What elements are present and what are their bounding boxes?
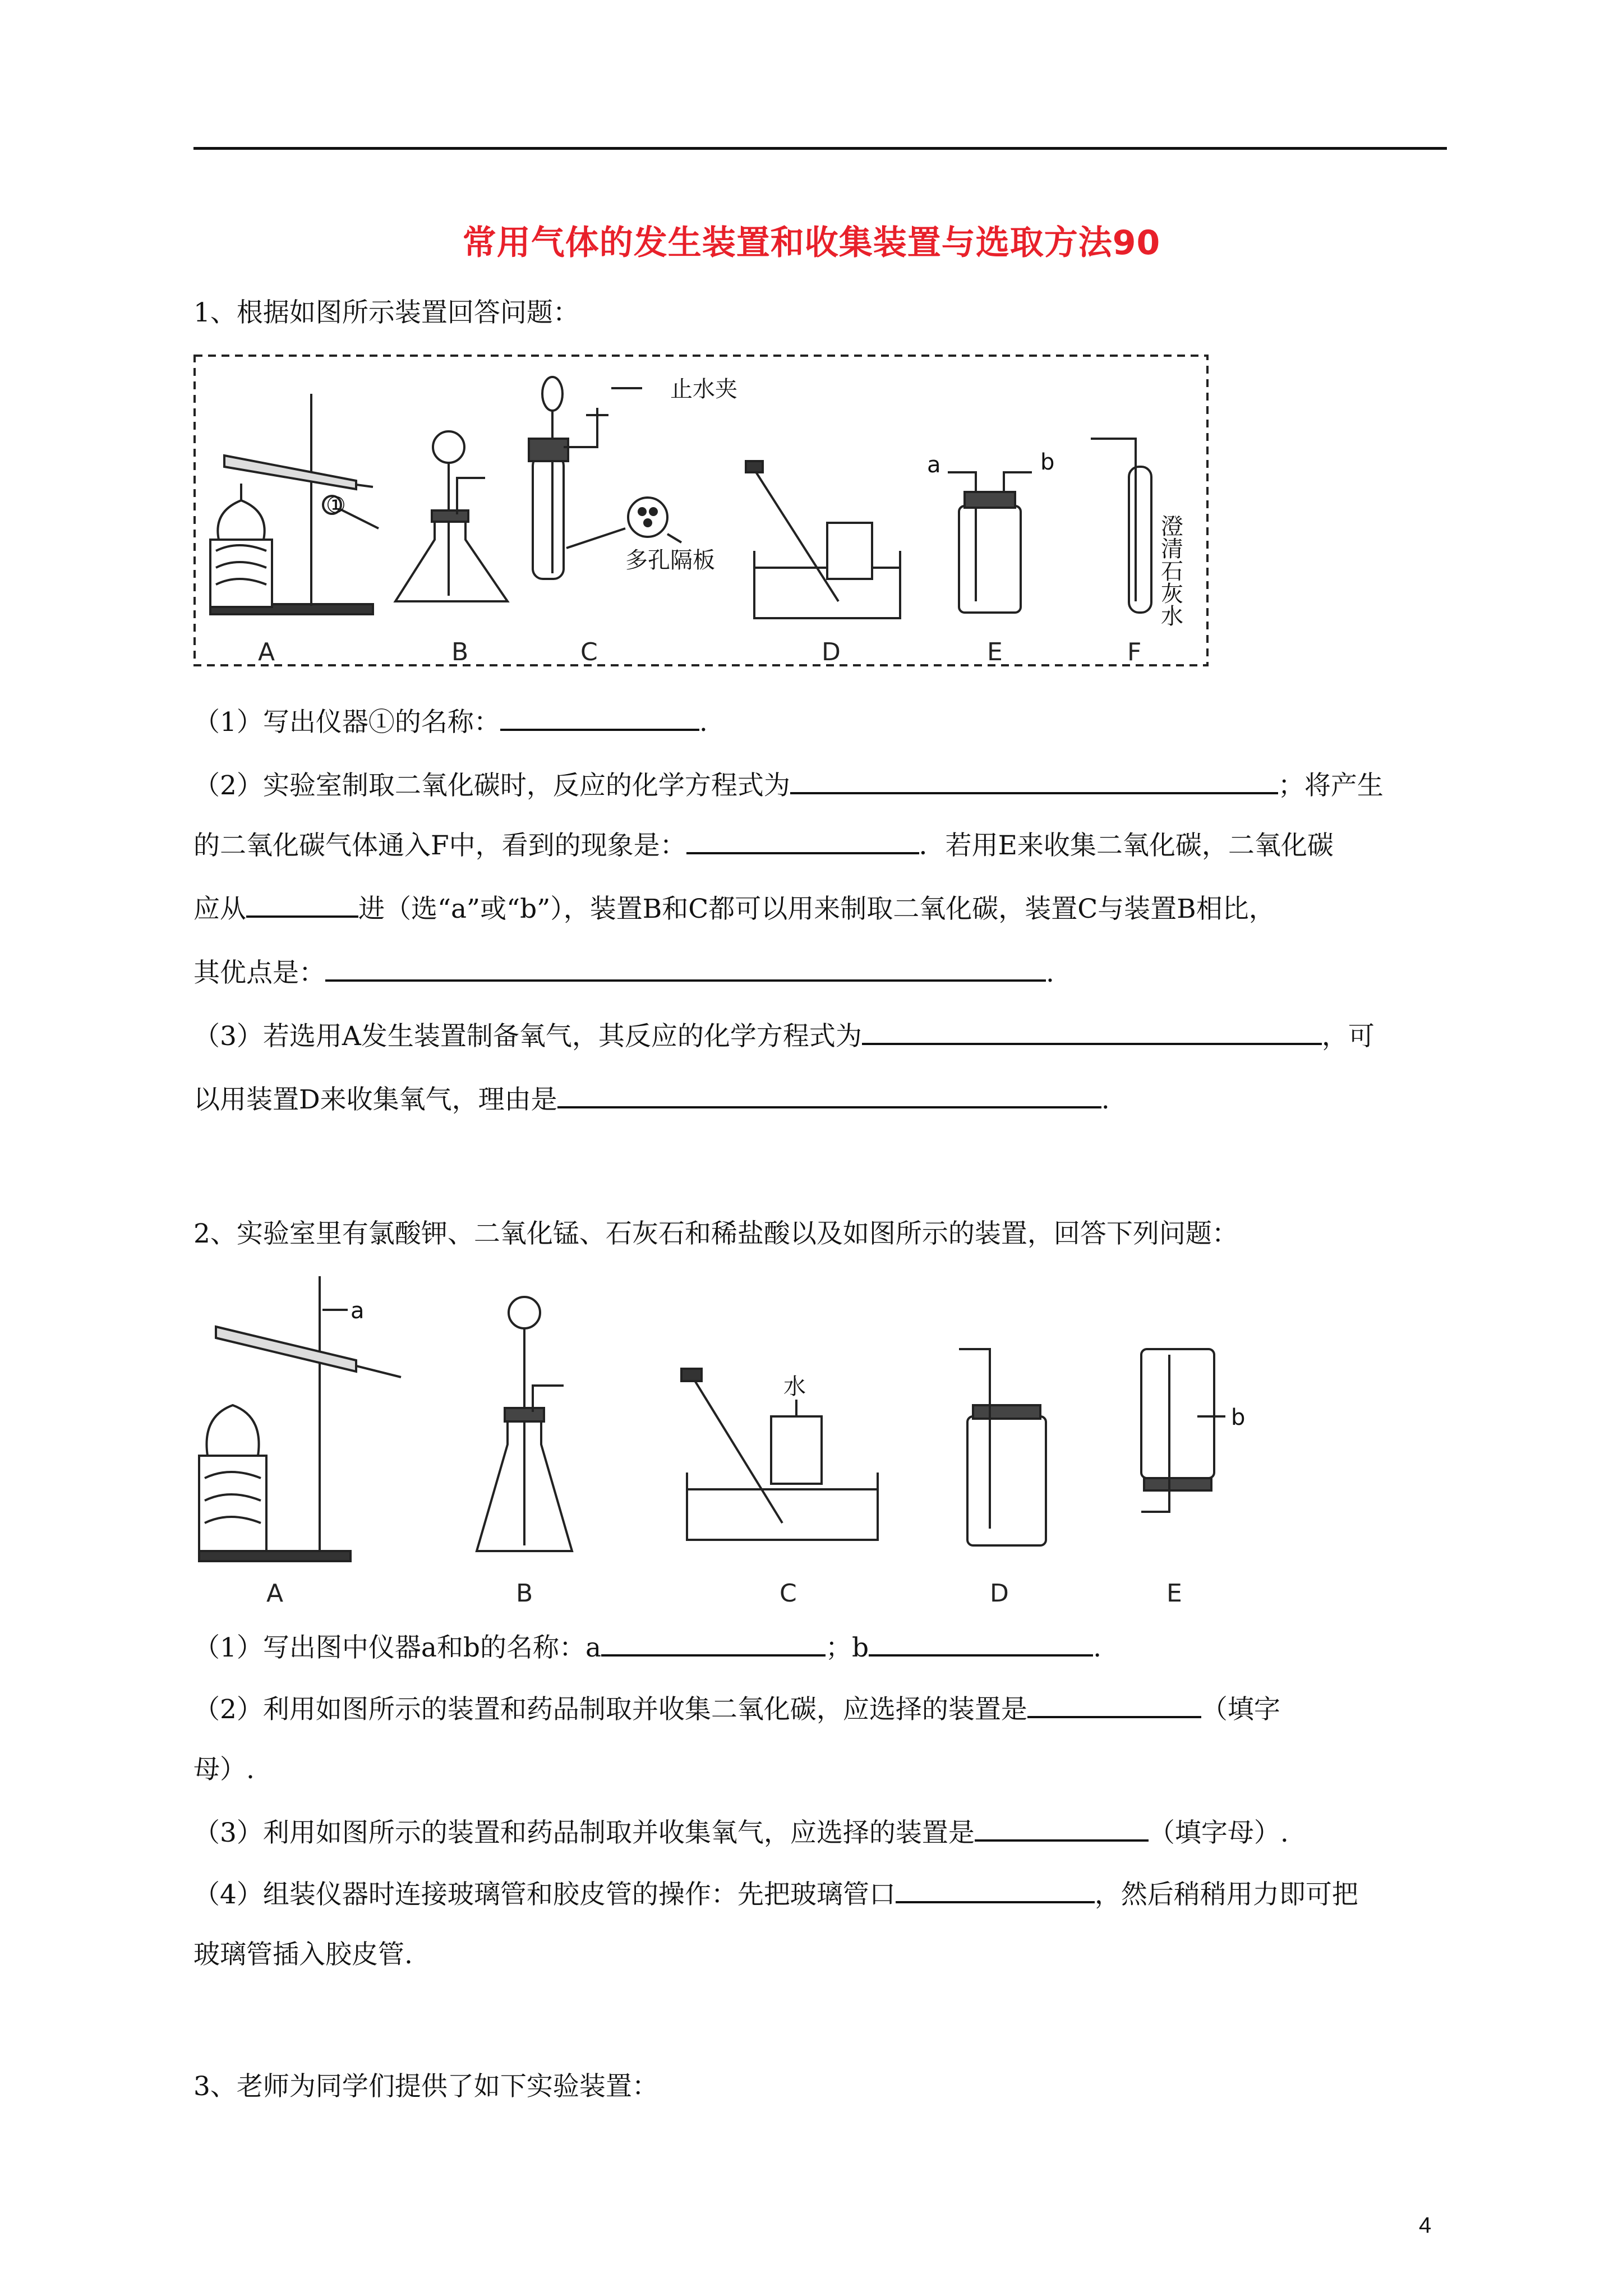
q1-label-e: E	[987, 638, 1003, 666]
page-number: 4	[1419, 2213, 1432, 2238]
q1-apparatus-b	[323, 431, 508, 601]
q1-apparatus-a	[210, 394, 373, 614]
q2-blank-3[interactable]	[1027, 1691, 1201, 1718]
q2-blank-4[interactable]	[975, 1815, 1149, 1842]
q2-sub4-line1: （4）组装仪器时连接玻璃管和胶皮管的操作：先把玻璃管口 ，然后稍稍用力即可把	[193, 1876, 1358, 1912]
q2-a-label: a	[351, 1298, 365, 1324]
header-rule	[193, 147, 1447, 150]
q1-apparatus-f	[1091, 439, 1151, 613]
q1-label-f: F	[1127, 638, 1142, 666]
q1-sub3-line1: （3）若选用A发生装置制备氧气，其反应的化学方程式为 ，可	[193, 1018, 1375, 1053]
q1-sub3-line2: 以用装置D来收集氧气，理由是 .	[193, 1082, 1110, 1117]
q2-apparatus-c	[681, 1369, 878, 1540]
q1-apparatus-e	[948, 472, 1032, 613]
q2-water-label: 水	[783, 1374, 806, 1400]
q1-limewater-1: 澄	[1161, 514, 1183, 540]
q1-limewater-4: 灰	[1161, 581, 1183, 607]
q2-label-e: E	[1166, 1579, 1182, 1608]
q1-sub2-line2: 的二氧化碳气体通入F中，看到的现象是： ．若用E来收集二氧化碳，二氧化碳	[193, 827, 1334, 863]
q1-plate-label: 多孔隔板	[625, 547, 715, 573]
q1-blank-5[interactable]	[325, 955, 1046, 982]
q1-label-a: A	[258, 638, 275, 666]
q2-apparatus-d	[959, 1349, 1046, 1545]
q1-label-c: C	[580, 638, 598, 666]
q1-circle1-label: ①	[326, 493, 346, 518]
q2-blank-5[interactable]	[896, 1876, 1095, 1903]
q2-apparatus-a	[199, 1276, 401, 1561]
q1-e-a-label: a	[927, 452, 941, 478]
q1-blank-1[interactable]	[500, 704, 699, 731]
q2-intro: 2、实验室里有氯酸钾、二氧化锰、石灰石和稀盐酸以及如图所示的装置，回答下列问题：	[193, 1218, 1238, 1249]
q3-intro: 3、老师为同学们提供了如下实验装置：	[193, 2071, 658, 2102]
q2-sub1: （1）写出图中仪器a和b的名称：a ；b .	[193, 1630, 1101, 1665]
q2-sub2-line1: （2）利用如图所示的装置和药品制取并收集二氧化碳，应选择的装置是 （填字	[193, 1691, 1280, 1727]
q1-intro: 1、根据如图所示装置回答问题：	[193, 297, 579, 328]
q1-sub2-line1: （2）实验室制取二氧化碳时，反应的化学方程式为 ；将产生	[193, 767, 1384, 803]
q1-apparatus-d	[746, 461, 900, 618]
q2-blank-2[interactable]	[869, 1630, 1093, 1657]
q2-figure	[193, 1265, 1259, 1613]
q2-sub3: （3）利用如图所示的装置和药品制取并收集氧气，应选择的装置是 （填字母）.	[193, 1815, 1289, 1850]
q2-sub2-line2: 母）.	[193, 1754, 255, 1785]
q1-sub1: （1）写出仪器①的名称： .	[193, 704, 708, 739]
q2-apparatus-e	[1141, 1349, 1225, 1512]
q1-blank-2[interactable]	[790, 767, 1278, 794]
q2-apparatus-b	[477, 1297, 572, 1551]
q2-sub4-line2: 玻璃管插入胶皮管.	[193, 1939, 413, 1970]
q1-clip-label: 止水夹	[670, 376, 737, 402]
q2-label-b: B	[516, 1579, 533, 1608]
q1-limewater-3: 石	[1161, 559, 1183, 585]
q1-blank-7[interactable]	[557, 1082, 1101, 1108]
q1-limewater-5: 水	[1161, 604, 1183, 629]
q1-figure	[193, 355, 1209, 674]
q2-label-d: D	[990, 1579, 1009, 1608]
q2-label-a: A	[266, 1579, 284, 1608]
page-title: 常用气体的发生装置和收集装置与选取方法90	[462, 223, 1161, 263]
q2-label-c: C	[780, 1579, 797, 1608]
q1-label-b: B	[451, 638, 469, 666]
q1-blank-6[interactable]	[862, 1018, 1322, 1045]
q1-blank-3[interactable]	[686, 827, 919, 854]
q1-blank-4[interactable]	[246, 891, 358, 918]
q1-sub2-line3: 应从 进（选“a”或“b”），装置B和C都可以用来制取二氧化碳，装置C与装置B相比，	[193, 891, 1275, 926]
q1-label-d: D	[822, 638, 841, 666]
q1-limewater-2: 清	[1161, 536, 1183, 562]
q2-blank-1[interactable]	[601, 1630, 826, 1657]
q2-b-label: b	[1231, 1405, 1246, 1430]
q1-sub2-line4: 其优点是： .	[193, 955, 1054, 990]
q1-e-b-label: b	[1040, 449, 1055, 475]
